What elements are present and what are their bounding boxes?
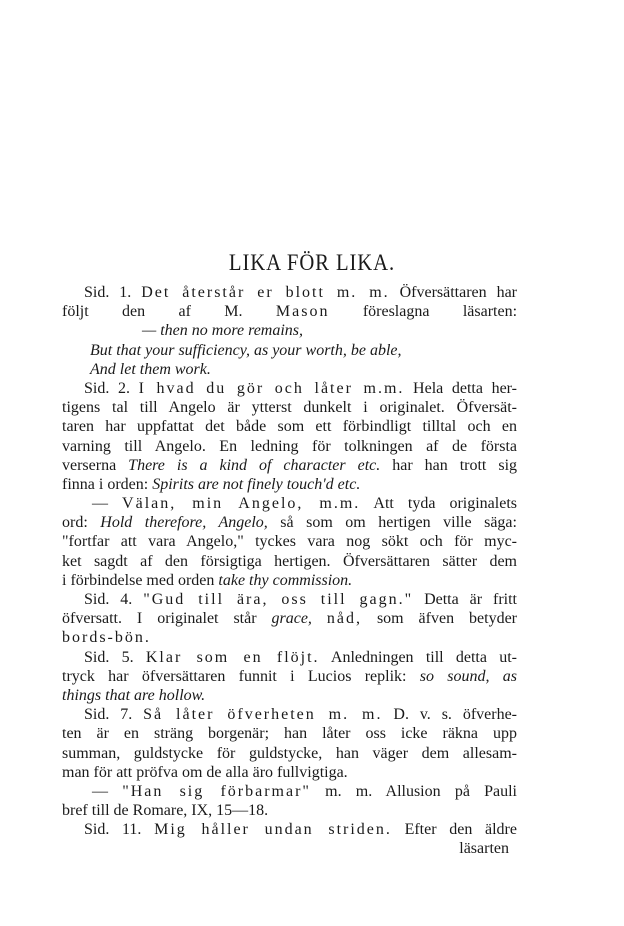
- text-line: taren har uppfattat det både som ett förbindligt tilltal och en: [62, 418, 517, 436]
- text-line: verserna There is a kind of character etc. har han trott sig: [62, 456, 517, 474]
- text-line: bords-bön.: [62, 629, 151, 647]
- text-line: tigens tal till Angelo är ytterst dunkelt i originalet. Öfversät-: [62, 399, 517, 417]
- text-line: bref till de Romare, IX, 15—18.: [62, 802, 269, 820]
- text-line: i förbindelse med orden take thy commission.: [62, 571, 353, 589]
- text-line: finna i orden: Spirits are not finely touch'd etc.: [62, 475, 361, 493]
- note-sid-2: Sid. 2. I hvad du gör och låter m.m. Hela detta her-: [84, 379, 517, 397]
- note-sid-7-cont: — "Han sig förbarmar" m. m. Allusion på Pauli: [92, 782, 517, 800]
- text-line: man för att pröfva om de alla äro fullvigtiga.: [62, 763, 348, 781]
- text-line: följt den af M. Mason föreslagna läsarten:: [62, 303, 517, 321]
- text-line: tryck har öfversättaren funnit i Lucios replik: so sound, as: [62, 667, 517, 685]
- note-sid-5: Sid. 5. Klar som en flöjt. Anledningen till detta ut-: [84, 648, 517, 666]
- text-line: ten är en sträng borgenär; han låter oss icke räkna upp: [62, 725, 517, 743]
- text-line: things that are hollow.: [62, 686, 206, 704]
- note-sid-11: Sid. 11. Mig håller undan striden. Efter den äldre: [84, 821, 517, 839]
- verse-line: And let them work.: [90, 360, 211, 378]
- catchword: läsarten: [459, 840, 509, 858]
- verse-line: But that your sufficiency, as your worth, be able,: [90, 341, 402, 359]
- note-sid-4: Sid. 4. "Gud till ära, oss till gagn." Detta är fritt: [84, 591, 517, 608]
- text-line: "fortfar att vara Angelo," tyckes vara nog sökt och för myc-: [62, 533, 517, 551]
- note-sid-1: Sid. 1. Det återstår er blott m. m. Öfversättaren har: [84, 284, 517, 301]
- verse-line: — then no more remains,: [142, 322, 304, 340]
- text-line: summan, guldstycke för guldstycke, han väger dem allesam-: [62, 744, 517, 762]
- notes-body: [62, 283, 517, 859]
- text-line: ord: Hold therefore, Angelo, så som om hertigen ville säga:: [62, 514, 517, 532]
- text-line: öfversatt. I originalet står grace, nåd, som äfven betyder: [62, 610, 517, 628]
- note-sid-7: Sid. 7. Så låter öfverheten m. m. D. v. s. öfverhe-: [84, 706, 517, 724]
- text-line: varning till Angelo. En ledning för tolkningen af de första: [62, 437, 517, 455]
- note-sid-2-cont: — Välan, min Angelo, m.m. Att tyda originalets: [92, 495, 517, 513]
- page-title: LIKA FÖR LIKA.: [228, 250, 396, 275]
- text-line: ket sagdt af den försigtiga hertigen. Öfversättaren sätter dem: [62, 552, 517, 570]
